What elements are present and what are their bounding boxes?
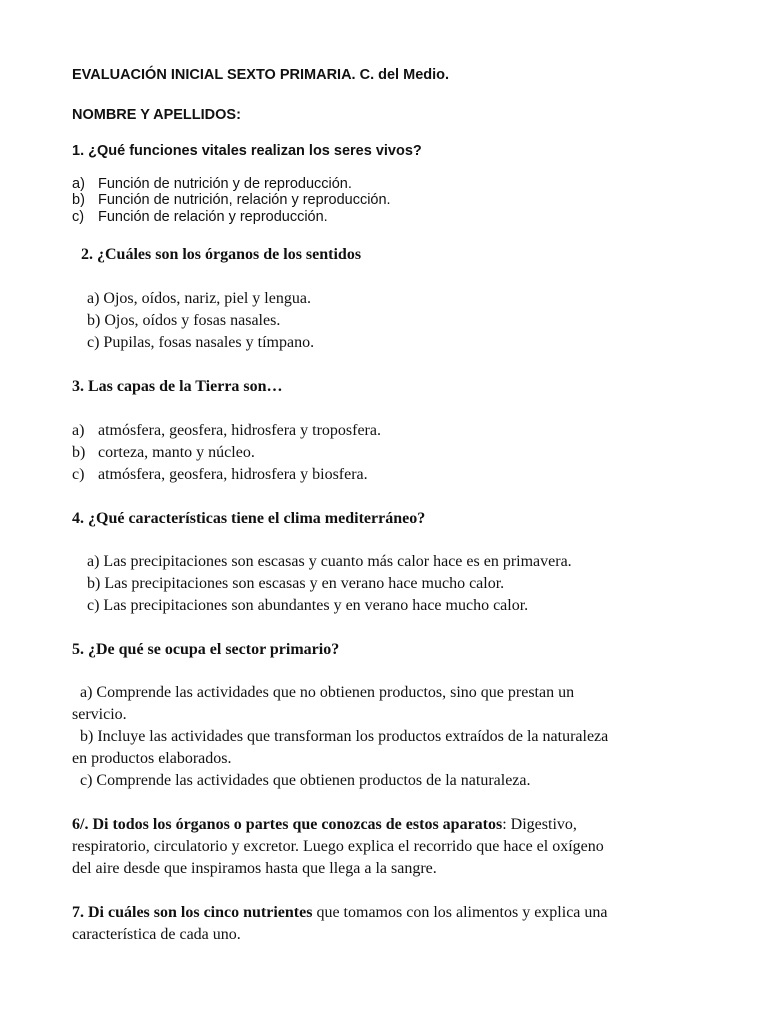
question-4-option-b: b) Las precipitaciones son escasas y en verano hace mucho calor. xyxy=(87,575,505,592)
option-marker: b) xyxy=(72,444,86,461)
option-text: Función de relación y reproducción. xyxy=(98,209,328,225)
option-marker: c) xyxy=(72,466,85,483)
question-6-line3: del aire desde que inspiramos hasta que llega a la sangre. xyxy=(72,860,437,877)
option-text: corteza, manto y núcleo. xyxy=(98,444,255,461)
option-marker: b) xyxy=(72,192,85,208)
question-7-text: que tomamos con los alimentos y explica una xyxy=(312,904,608,921)
option-text: Función de nutrición y de reproducción. xyxy=(98,176,352,192)
question-4-heading: 4. ¿Qué características tiene el clima mediterráneo? xyxy=(72,510,426,527)
option-marker: c) xyxy=(72,209,85,225)
name-label: NOMBRE Y APELLIDOS: xyxy=(72,107,241,123)
option-marker: a) xyxy=(72,422,85,439)
option-text: atmósfera, geosfera, hidrosfera y biosfera. xyxy=(98,466,368,483)
question-6-heading: 6/. Di todos los órganos o partes que conozcas de estos aparatos xyxy=(72,816,503,833)
page-title: EVALUACIÓN INICIAL SEXTO PRIMARIA. C. del Medio. xyxy=(72,67,450,83)
question-1-option-b xyxy=(72,192,391,208)
question-5-option-a-line2: servicio. xyxy=(72,706,127,723)
option-text: atmósfera, geosfera, hidrosfera y troposfera. xyxy=(98,422,381,439)
question-2-option-c: c) Pupilas, fosas nasales y tímpano. xyxy=(87,334,315,351)
question-3-option-c xyxy=(72,466,368,484)
question-2-option-a: a) Ojos, oídos, nariz, piel y lengua. xyxy=(87,290,311,307)
question-7-heading: 7. Di cuáles son los cinco nutrientes xyxy=(72,904,313,921)
question-1-option-c xyxy=(72,209,328,225)
question-1-heading: 1. ¿Qué funciones vitales realizan los seres vivos? xyxy=(72,143,422,159)
question-2-option-b: b) Ojos, oídos y fosas nasales. xyxy=(87,312,281,329)
question-5-option-b-line1: b) Incluye las actividades que transforman los productos extraídos de la naturaleza xyxy=(80,728,609,745)
question-3-heading: 3. Las capas de la Tierra son… xyxy=(72,378,283,395)
question-5-heading: 5. ¿De qué se ocupa el sector primario? xyxy=(72,641,340,658)
option-marker: a) xyxy=(72,176,85,192)
question-4-option-c: c) Las precipitaciones son abundantes y en verano hace mucho calor. xyxy=(87,597,529,614)
question-6-line2: respiratorio, circulatorio y excretor. Luego explica el recorrido que hace el oxígeno xyxy=(72,838,604,855)
question-6-line1 xyxy=(72,816,577,834)
question-7-line2: característica de cada uno. xyxy=(72,926,241,943)
question-2-heading: 2. ¿Cuáles son los órganos de los sentidos xyxy=(81,246,362,263)
question-4-option-a: a) Las precipitaciones son escasas y cuanto más calor hace es en primavera. xyxy=(87,553,572,570)
question-3-option-b xyxy=(72,444,255,462)
question-1-option-a xyxy=(72,176,352,192)
question-5-option-b-line2: en productos elaborados. xyxy=(72,750,232,767)
question-6-text: : Digestivo, xyxy=(502,816,577,833)
option-text: Función de nutrición, relación y reproducción. xyxy=(98,192,391,208)
question-3-option-a xyxy=(72,422,381,440)
question-7-line1 xyxy=(72,904,608,922)
question-5-option-a-line1: a) Comprende las actividades que no obtienen productos, sino que prestan un xyxy=(80,684,575,701)
question-5-option-c: c) Comprende las actividades que obtienen productos de la naturaleza. xyxy=(80,772,531,789)
